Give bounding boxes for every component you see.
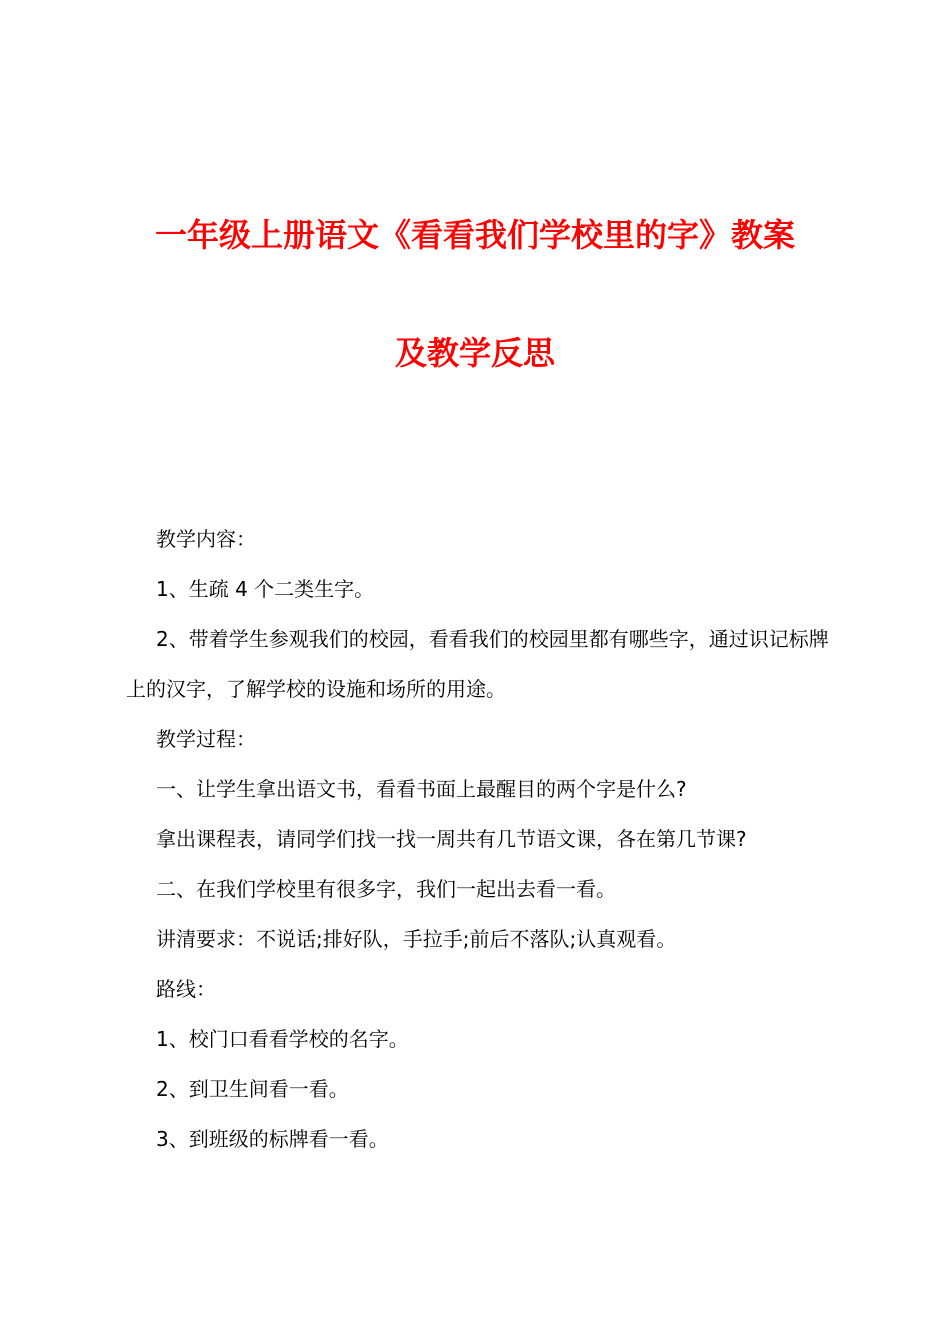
list-item: 3、到班级的标牌看一看。	[156, 1127, 389, 1151]
paragraph: 2、带着学生参观我们的校园，看看我们的校园里都有哪些字，通过识记标牌上的汉字，了解学校的设施和场所的用途。	[126, 627, 829, 701]
section-heading-route: 路线：	[156, 977, 216, 1001]
paragraph: 二、在我们学校里有很多字，我们一起出去看一看。	[156, 877, 616, 901]
section-heading-teaching-content: 教学内容：	[156, 527, 256, 551]
document-body	[126, 514, 832, 1164]
list-item: 1、校门口看看学校的名字。	[156, 1027, 409, 1051]
document-title-line-1: 一年级上册语文《看看我们学校里的字》教案	[154, 216, 795, 254]
document-title-line-2: 及教学反思	[394, 334, 555, 372]
paragraph: 一、让学生拿出语文书，看看书面上最醒目的两个字是什么?	[156, 777, 687, 801]
paragraph: 拿出课程表，请同学们找一找一周共有几节语文课，各在第几节课?	[156, 827, 747, 851]
paragraph: 讲清要求：不说话;排好队，手拉手;前后不落队;认真观看。	[156, 927, 677, 951]
list-item: 2、到卫生间看一看。	[156, 1077, 349, 1101]
section-heading-teaching-process: 教学过程：	[156, 727, 256, 751]
paragraph: 1、生疏 4 个二类生字。	[156, 577, 375, 601]
